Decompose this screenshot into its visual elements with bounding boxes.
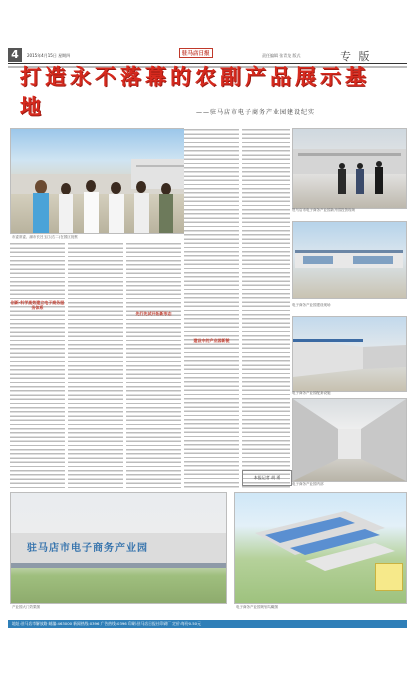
section-label: 专 版 — [340, 50, 372, 63]
text-column-4 — [184, 128, 239, 490]
bottom-left-photo — [10, 492, 227, 604]
footer-bar — [8, 620, 407, 628]
footer-text: 地址:驻马店市解放路 邮编:463000 新闻热线:0396 广告热线:0396 印刷:驻马店日报社印刷厂 定价:每份0.50元 — [12, 621, 201, 626]
text-column-2 — [68, 242, 123, 490]
date-line: 2015年4月15日 星期四 — [27, 53, 71, 58]
right-photo-4-caption: 电子商务产业园内部 — [292, 482, 324, 486]
right-photo-3 — [292, 316, 407, 392]
right-photo-2-caption: 电子商务产业园建设现场 — [292, 303, 331, 307]
right-photo-3-caption: 电子商务产业园配套设施 — [292, 391, 331, 395]
masthead: 驻马店日报 — [179, 48, 213, 58]
main-photo-caption: 市委常委、副市长吕玉江(右二)在园区视察 — [12, 235, 78, 239]
right-photo-4 — [292, 398, 407, 482]
right-photo-1 — [292, 128, 407, 209]
text-column-3 — [126, 242, 181, 490]
right-photo-2 — [292, 221, 407, 299]
page-number: 4 — [8, 48, 22, 62]
park-sign: 驻马店市电子商务产业园 — [27, 543, 148, 554]
plan-label-box — [375, 563, 403, 591]
editor-line: 责任编辑 张青龙 版式 — [262, 53, 301, 58]
text-column-1 — [10, 242, 65, 490]
bottom-left-caption: 产业园大门效果图 — [12, 605, 40, 609]
subhead-3: 建设中的产业园新貌 — [193, 338, 230, 343]
article-title: 打造永不落幕的农副产品展示基地 — [20, 64, 370, 119]
article-subtitle: ——驻马店市电子商务产业园建设纪实 — [196, 109, 316, 116]
author-box: 本报记者 胡 勇 — [242, 470, 292, 486]
text-column-5 — [242, 128, 290, 490]
main-photo — [10, 128, 192, 234]
subhead-1: 创新·科学高效建立电子商务服务体系 — [10, 300, 65, 310]
bottom-right-photo — [234, 492, 407, 604]
subhead-2: 先行先试开拓新形态 — [135, 311, 172, 316]
right-photo-1-caption: 驻马店市电子商务产业园新开园投资现场 — [292, 208, 355, 212]
bottom-right-caption: 电子商务产业园规划鸟瞰图 — [236, 605, 278, 609]
